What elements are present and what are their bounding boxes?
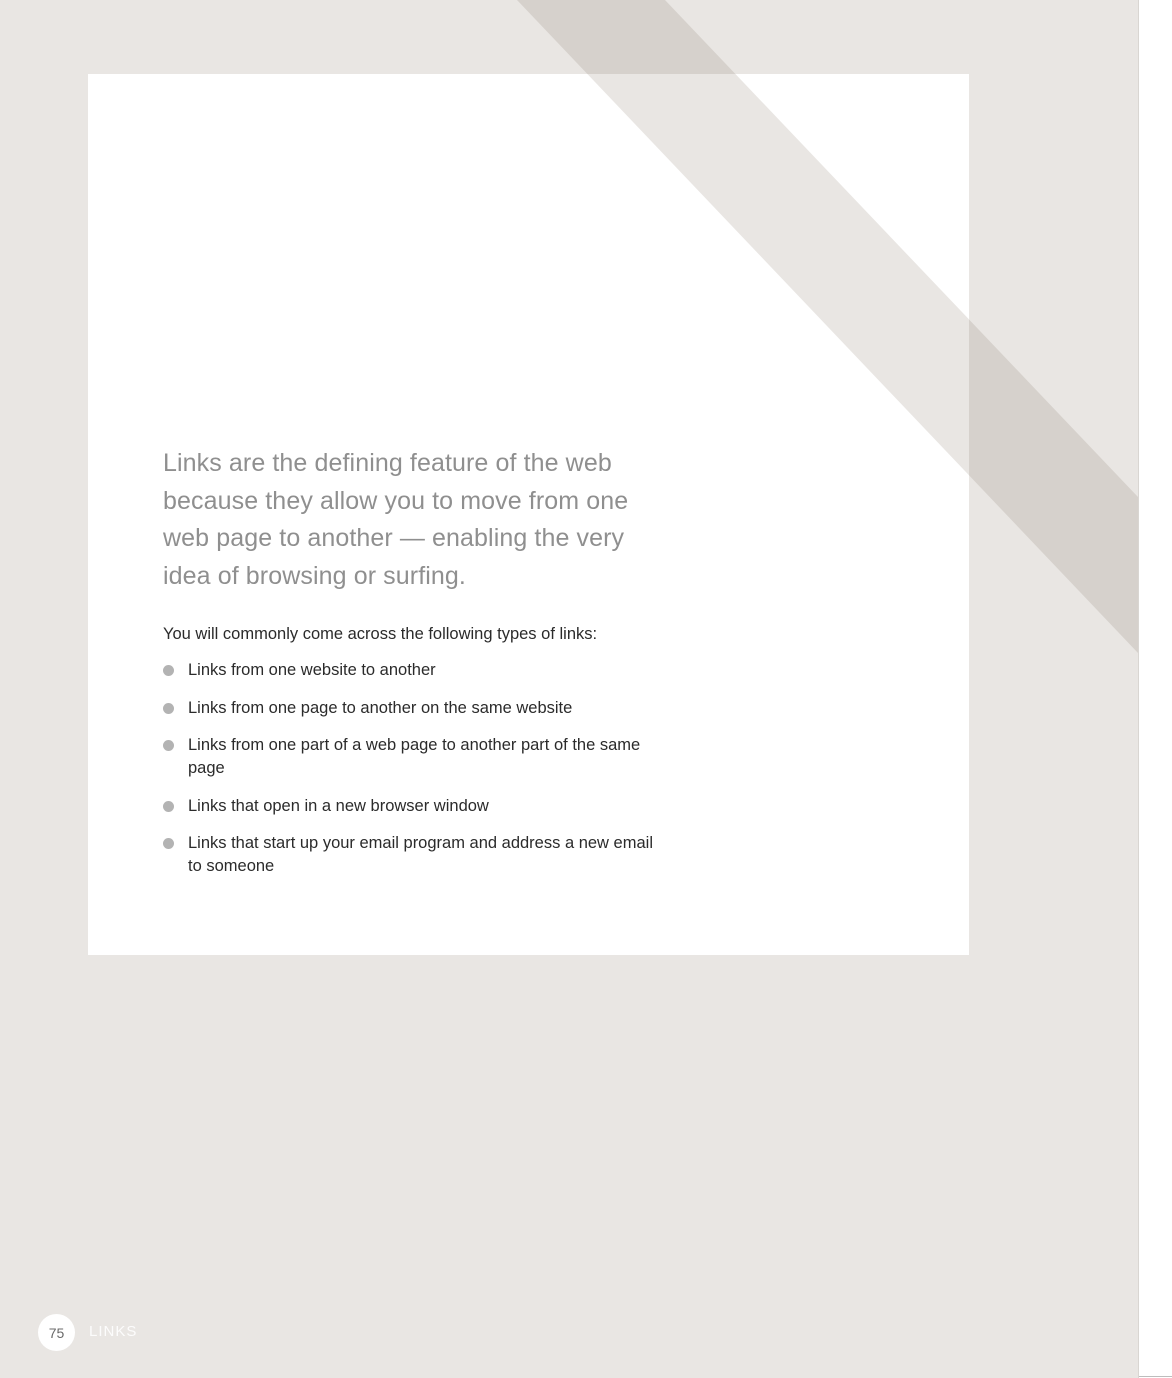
card-content: [163, 445, 663, 893]
list-item-text: Links that start up your email program and address a new email to someone: [188, 834, 653, 876]
list-item-text: Links that open in a new browser window: [188, 796, 489, 815]
list-item: [163, 697, 663, 720]
list-item-text: Links from one website to another: [188, 661, 436, 680]
section-label: LINKS: [89, 1323, 138, 1340]
list-item: [163, 795, 663, 818]
page-number: 75: [48, 1324, 65, 1341]
list-item: [163, 659, 663, 682]
bullet-dot-icon: [163, 665, 174, 676]
list-item: [163, 734, 663, 780]
link-types-list: [163, 659, 663, 878]
bullet-dot-icon: [163, 838, 174, 849]
lead-paragraph: You will commonly come across the following types of links:: [163, 625, 598, 644]
intro-paragraph: Links are the defining feature of the web because they allow you to move from one web page to another — enabling the very idea of browsing or surfing.: [163, 449, 629, 590]
page-edge-divider: [1138, 0, 1139, 1378]
page-number-badge: [38, 1314, 75, 1351]
list-item-text: Links from one page to another on the same website: [188, 698, 573, 717]
list-item: [163, 832, 663, 878]
content-card: [88, 74, 969, 955]
bullet-dot-icon: [163, 801, 174, 812]
list-item-text: Links from one part of a web page to another part of the same page: [188, 736, 641, 778]
bullet-dot-icon: [163, 703, 174, 714]
bottom-rule: [1139, 1376, 1172, 1377]
bullet-dot-icon: [163, 740, 174, 751]
